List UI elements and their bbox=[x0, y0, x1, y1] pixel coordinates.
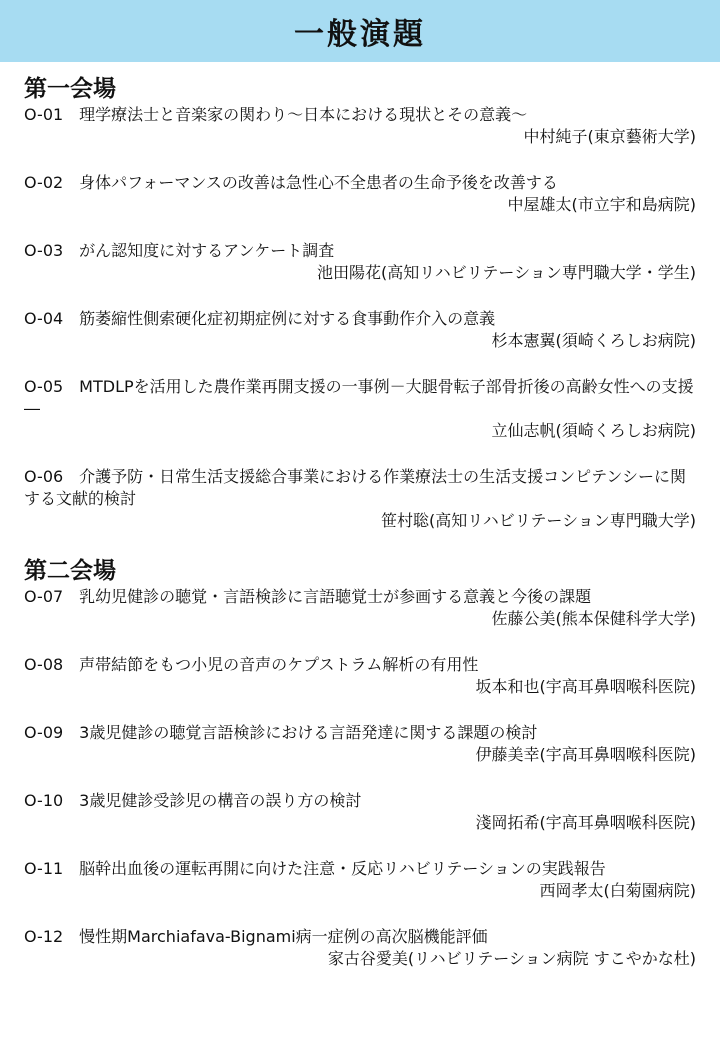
presentation-number: O-05 bbox=[24, 377, 64, 396]
presentation-title bbox=[24, 376, 696, 420]
presentation-title-text: 介護予防・日常生活支援総合事業における作業療法士の生活支援コンピテンシーに関する文献的検討 bbox=[24, 467, 686, 508]
presentation-number: O-02 bbox=[24, 173, 64, 192]
presentation-title bbox=[24, 240, 696, 262]
presentation-number: O-12 bbox=[24, 927, 64, 946]
presenter: 立仙志帆(須崎くろしお病院) bbox=[491, 421, 696, 440]
presenter: 中村純子(東京藝術大学) bbox=[523, 127, 696, 146]
list-item bbox=[24, 104, 696, 148]
presentation-title-text: 3歳児健診の聴覚言語検診における言語発達に関する課題の検討 bbox=[79, 723, 538, 742]
presentation-title bbox=[24, 790, 696, 812]
page-title: 一般演題 bbox=[294, 17, 426, 52]
list-item bbox=[24, 466, 696, 532]
presentation-number: O-06 bbox=[24, 467, 64, 486]
list-item bbox=[24, 790, 696, 834]
list-item bbox=[24, 586, 696, 630]
presentation-title-text: 身体パフォーマンスの改善は急性心不全患者の生命予後を改善する bbox=[79, 173, 558, 192]
presentation-number: O-03 bbox=[24, 241, 64, 260]
presentation-number: O-09 bbox=[24, 723, 64, 742]
list-item bbox=[24, 376, 696, 442]
presenter: 淺岡拓希(宇高耳鼻咽喉科医院) bbox=[475, 813, 696, 832]
presentation-title bbox=[24, 466, 696, 510]
presentation-number: O-08 bbox=[24, 655, 64, 674]
list-item bbox=[24, 722, 696, 766]
list-item bbox=[24, 240, 696, 284]
presentation-title-text: 慢性期Marchiafava-Bignami病一症例の高次脳機能評価 bbox=[79, 927, 488, 946]
presenter: 中屋雄太(市立宇和島病院) bbox=[507, 195, 696, 214]
list-item bbox=[24, 654, 696, 698]
presentation-title bbox=[24, 308, 696, 330]
presentation-title bbox=[24, 654, 696, 676]
presentation-title bbox=[24, 172, 696, 194]
presentation-title-text: 乳幼児健診の聴覚・言語検診に言語聴覚士が参画する意義と今後の課題 bbox=[79, 587, 592, 606]
presentation-title bbox=[24, 104, 696, 126]
presentation-title-text: MTDLPを活用した農作業再開支援の一事例－大腿骨転子部骨折後の高齢女性への支援― bbox=[24, 377, 694, 418]
presentation-title-text: がん認知度に対するアンケート調査 bbox=[79, 241, 335, 260]
presentation-title bbox=[24, 858, 696, 880]
presentation-number: O-04 bbox=[24, 309, 64, 328]
presenter: 家古谷愛美(リハビリテーション病院 すこやかな杜) bbox=[327, 949, 696, 968]
presenter: 伊藤美幸(宇高耳鼻咽喉科医院) bbox=[475, 745, 696, 764]
presentation-number: O-01 bbox=[24, 105, 64, 124]
presentation-title-text: 理学療法士と音楽家の関わり～日本における現状とその意義～ bbox=[79, 105, 528, 124]
presentation-title bbox=[24, 926, 696, 948]
presenter: 西岡孝太(白菊園病院) bbox=[539, 881, 696, 900]
presentation-title bbox=[24, 722, 696, 744]
venue-heading-2: 第二会場 bbox=[24, 558, 116, 584]
presenter: 笹村聡(高知リハビリテーション専門職大学) bbox=[380, 511, 696, 530]
presentation-title-text: 3歳児健診受診児の構音の誤り方の検討 bbox=[79, 791, 362, 810]
presenter: 池田陽花(高知リハビリテーション専門職大学・学生) bbox=[316, 263, 696, 282]
presentation-title bbox=[24, 586, 696, 608]
list-item bbox=[24, 172, 696, 216]
venue-heading-1: 第一会場 bbox=[24, 76, 116, 102]
presenter: 坂本和也(宇高耳鼻咽喉科医院) bbox=[475, 677, 696, 696]
presentation-title-text: 声帯結節をもつ小児の音声のケプストラム解析の有用性 bbox=[79, 655, 479, 674]
presentation-title-text: 筋萎縮性側索硬化症初期症例に対する食事動作介入の意義 bbox=[79, 309, 496, 328]
list-item bbox=[24, 858, 696, 902]
presentation-number: O-07 bbox=[24, 587, 64, 606]
list-item bbox=[24, 308, 696, 352]
presentation-number: O-10 bbox=[24, 791, 64, 810]
program-list bbox=[0, 62, 720, 970]
presenter: 佐藤公美(熊本保健科学大学) bbox=[491, 609, 696, 628]
presentation-number: O-11 bbox=[24, 859, 64, 878]
presenter: 杉本憲翼(須崎くろしお病院) bbox=[491, 331, 696, 350]
list-item bbox=[24, 926, 696, 970]
presentation-title-text: 脳幹出血後の運転再開に向けた注意・反応リハビリテーションの実践報告 bbox=[79, 859, 606, 878]
header-banner bbox=[0, 0, 720, 62]
